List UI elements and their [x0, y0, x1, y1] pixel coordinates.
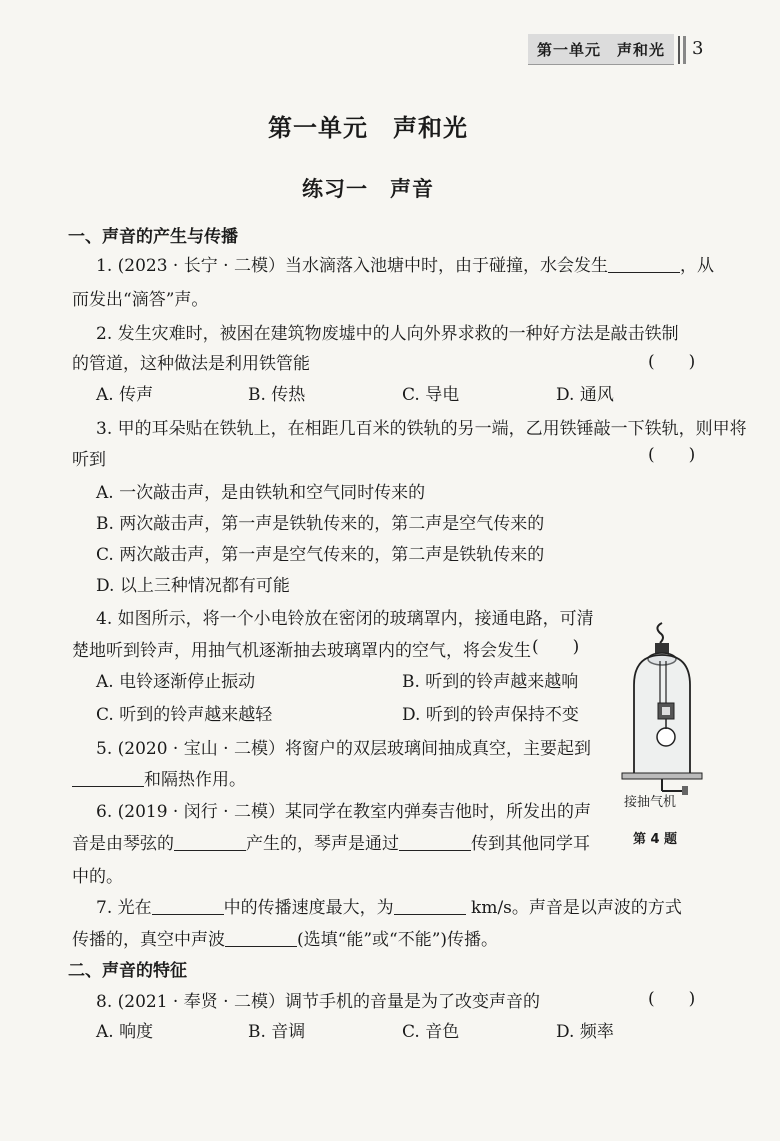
q6-text: 产生的，琴声是通过: [246, 834, 399, 854]
question-6-line2: [72, 832, 590, 856]
option-a[interactable]: A. 一次敲击声，是由铁轨和空气同时传来的: [96, 483, 426, 503]
figure-label: 接抽气机: [623, 795, 676, 810]
q1-text: 1. (2023 · 长宁 · 二模）当水滴落入池塘中时，由于碰撞，水会发生: [96, 256, 608, 276]
answer-blank[interactable]: [72, 769, 144, 787]
option-b[interactable]: B. 两次敲击声，第一声是铁轨传来的，第二声是空气传来的: [96, 514, 545, 534]
q6-line1: 6. (2019 · 闵行 · 二模）某同学在教室内弹奏吉他时，所发出的声: [96, 802, 591, 822]
bell-jar-diagram: [600, 615, 710, 795]
q6-line3: 中的。: [72, 867, 123, 887]
page-number: 3: [692, 38, 704, 59]
q7-text: 传播的，真空中声波: [72, 930, 225, 950]
answer-blank[interactable]: [174, 833, 246, 851]
option-b[interactable]: B. 听到的铃声越来越响: [402, 672, 579, 692]
figure-caption: 第 4 题: [632, 832, 678, 847]
header-divider: [678, 36, 680, 64]
answer-blank[interactable]: [225, 929, 297, 947]
question-5-line2: [72, 768, 246, 792]
answer-blank[interactable]: [399, 833, 471, 851]
q5-text: 和隔热作用。: [144, 770, 246, 790]
answer-bracket[interactable]: ( ): [648, 989, 696, 1009]
answer-bracket[interactable]: ( ): [532, 637, 580, 657]
answer-bracket[interactable]: ( ): [648, 352, 696, 372]
page-header: [528, 34, 704, 66]
exercise-title: 练习一 声音: [302, 176, 434, 201]
q2-line1: 2. 发生灾难时，被困在建筑物废墟中的人向外界求救的一种好方法是敲击铁制: [96, 324, 679, 344]
q1-text-end: ，从: [679, 256, 714, 276]
header-divider: [683, 36, 686, 64]
unit-title: 第一单元 声和光: [268, 113, 468, 142]
option-c[interactable]: C. 两次敲击声，第一声是空气传来的，第二声是铁轨传来的: [96, 545, 545, 565]
question-1: [96, 254, 714, 278]
q3-line2: 听到: [72, 450, 106, 470]
section-heading: 一、声音的产生与传播: [68, 227, 238, 247]
q2-line2: 的管道，这种做法是利用铁管能: [72, 354, 310, 374]
q4-line1: 4. 如图所示，将一个小电铃放在密闭的玻璃罩内，接通电路，可清: [96, 609, 594, 629]
option-d[interactable]: D. 通风: [556, 385, 614, 405]
option-a[interactable]: A. 电铃逐渐停止振动: [96, 672, 256, 692]
q7-text: 7. 光在: [96, 898, 152, 918]
q7-text: 中的传播速度最大，为: [223, 898, 394, 918]
answer-bracket[interactable]: ( ): [648, 445, 696, 465]
question-7-line1: [96, 896, 682, 920]
q1-line2: 而发出“滴答”声。: [72, 290, 209, 310]
q3-line1: 3. 甲的耳朵贴在铁轨上，在相距几百米的铁轨的另一端，乙用铁锤敲一下铁轨，则甲将: [96, 419, 747, 439]
option-d[interactable]: D. 频率: [556, 1022, 614, 1042]
option-b[interactable]: B. 音调: [248, 1022, 306, 1042]
q4-line2: 楚地听到铃声，用抽气机逐渐抽去玻璃罩内的空气，将会发生: [72, 641, 531, 661]
chapter-header: 第一单元 声和光: [528, 34, 674, 65]
answer-blank[interactable]: [394, 897, 466, 915]
q8-line1: 8. (2021 · 奉贤 · 二模）调节手机的音量是为了改变声音的: [96, 992, 540, 1012]
option-b[interactable]: B. 传热: [248, 385, 306, 405]
bell-jar-figure: [600, 615, 710, 855]
section-heading: 二、声音的特征: [68, 961, 187, 981]
q5-line1: 5. (2020 · 宝山 · 二模）将窗户的双层玻璃间抽成真空，主要起到: [96, 739, 591, 759]
q7-text: km/s。声音是以声波的方式: [465, 898, 682, 918]
q6-text: 音是由琴弦的: [72, 834, 174, 854]
option-a[interactable]: A. 传声: [96, 385, 154, 405]
option-c[interactable]: C. 导电: [402, 385, 460, 405]
option-c[interactable]: C. 音色: [402, 1022, 460, 1042]
q7-text: (选填“能”或“不能”)传播。: [297, 930, 499, 950]
q6-text: 传到其他同学耳: [471, 834, 590, 854]
option-d[interactable]: D. 听到的铃声保持不变: [402, 705, 579, 725]
question-7-line2: [72, 928, 498, 952]
answer-blank[interactable]: [152, 897, 224, 915]
option-a[interactable]: A. 响度: [96, 1022, 154, 1042]
answer-blank[interactable]: [608, 255, 680, 273]
option-d[interactable]: D. 以上三种情况都有可能: [96, 576, 290, 596]
option-c[interactable]: C. 听到的铃声越来越轻: [96, 705, 273, 725]
